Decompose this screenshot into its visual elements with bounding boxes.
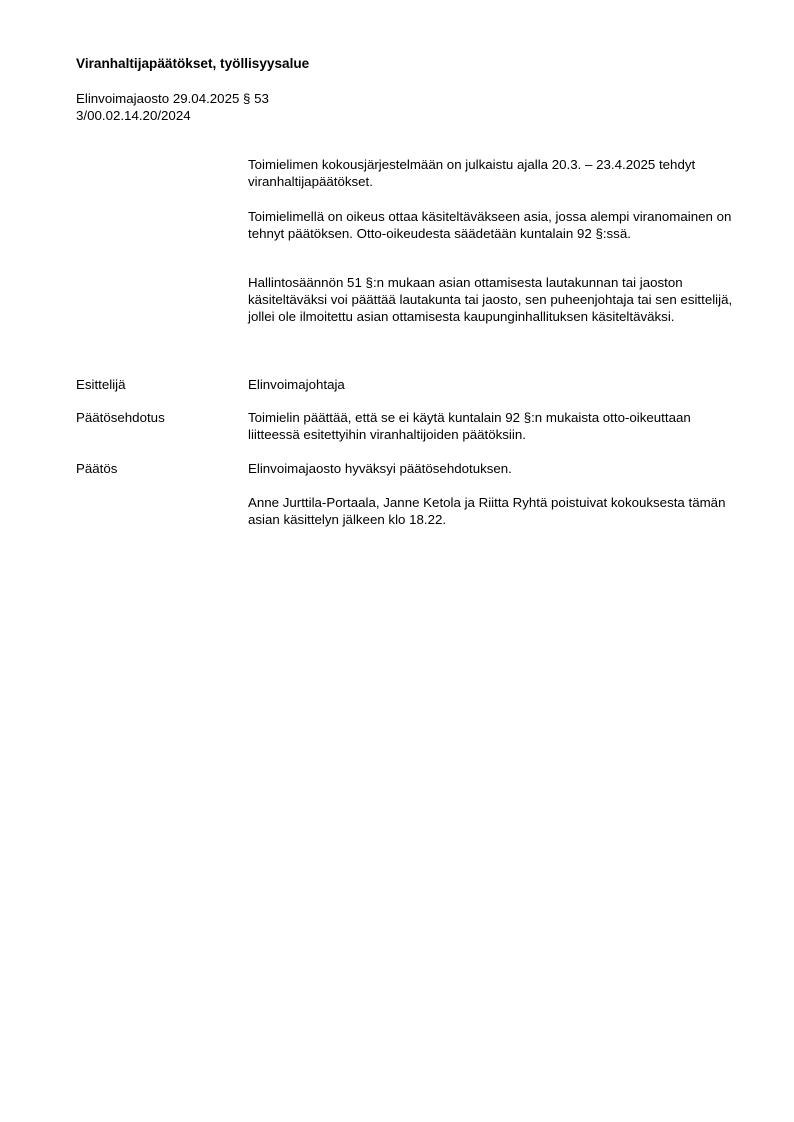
decision-label: Päätös (76, 461, 118, 476)
body-paragraph-publication: Toimielimen kokousjärjestelmään on julkaistu ajalla 20.3. – 23.4.2025 tehdyt viranhaltijapäätökset. (248, 157, 696, 189)
meeting-line: Elinvoimajaosto 29.04.2025 § 53 (76, 91, 269, 106)
proposal-label: Päätösehdotus (76, 410, 165, 425)
presenter-label: Esittelijä (76, 377, 126, 392)
presenter-value: Elinvoimajohtaja (248, 377, 345, 392)
decision-note: Anne Jurttila-Portaala, Janne Ketola ja Riitta Ryhtä poistuivat kokouksesta tämän asian käsittelyn jälkeen klo 18.22. (248, 495, 726, 527)
decision-text: Elinvoimajaosto hyväksyi päätösehdotuksen. (248, 461, 512, 476)
record-number: 3/00.02.14.20/2024 (76, 108, 191, 123)
proposal-text: Toimielin päättää, että se ei käytä kuntalain 92 §:n mukaista otto-oikeuttaan liitteessä esitettyihin viranhaltijoiden päätöksiin. (248, 410, 691, 442)
body-paragraph-administrative-rule: Hallintosäännön 51 §:n mukaan asian ottamisesta lautakunnan tai jaoston käsiteltäväksi voi päättää lautakunta tai jaosto, sen puheenjohtaja tai sen esittelijä, jollei ole ilmoitettu asian ottamisesta kaupunginhallituksen käsiteltäväksi. (248, 275, 733, 324)
body-paragraph-right-of-review: Toimielimellä on oikeus ottaa käsiteltäväkseen asia, jossa alempi viranomainen on tehnyt päätöksen. Otto-oikeudesta säädetään kuntalain 92 §:ssä. (248, 209, 732, 241)
document-title: Viranhaltijapäätökset, työllisyysalue (76, 56, 310, 71)
